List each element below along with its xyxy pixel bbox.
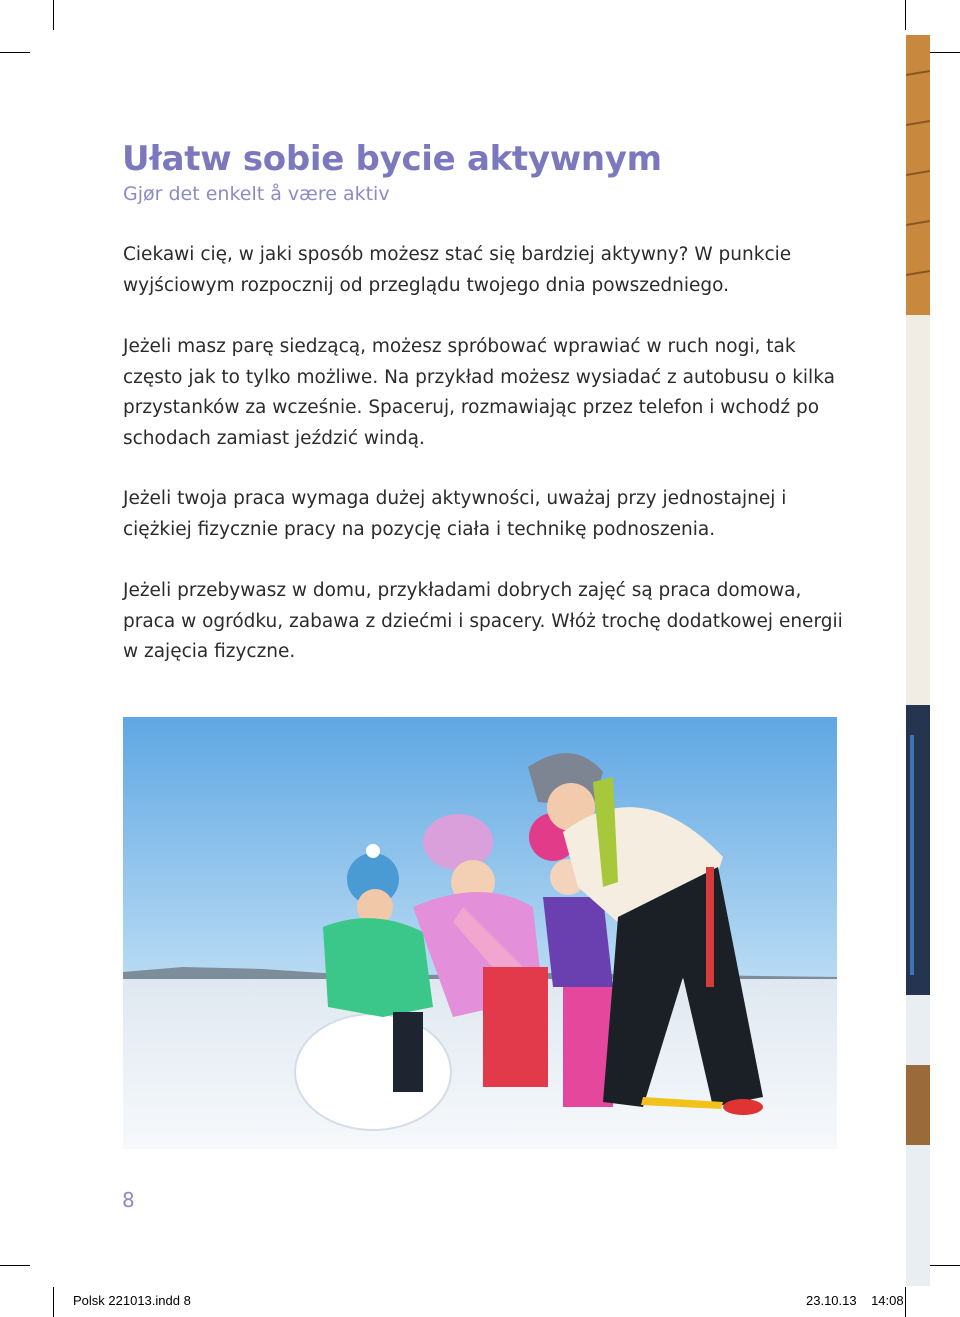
paragraph-sitting: Jeżeli masz parę siedzącą, możesz spróbować wprawiać w ruch nogi, tak często jak to tylko możliwe. Na przykład możesz wysiadać z autobusu o kilka przystanków za wcześnie. Spaceruj, rozmawiając przez telefon i wchodź po schodach zamiast jeździć windą.: [123, 336, 835, 449]
print-slug-time: 14:08: [871, 1293, 904, 1308]
crop-mark-bottom-left-v: [53, 1287, 54, 1317]
page-number: 8: [122, 1188, 135, 1212]
family-snow-photo: [123, 717, 837, 1149]
paragraph-intro: Ciekawi cię, w jaki sposób możesz stać się bardziej aktywny? W punkcie wyjściowym rozpocznij od przeglądu twojego dnia powszedniego.: [123, 244, 792, 296]
crop-mark-top-right-v: [905, 0, 906, 30]
print-slug-file: Polsk 221013.indd 8: [73, 1293, 191, 1308]
print-slug-date: 23.10.13: [806, 1293, 857, 1308]
print-slug-datetime: [806, 1293, 904, 1308]
crop-mark-bottom-right-v: [905, 1287, 906, 1317]
crop-mark-top-right-h: [930, 52, 960, 53]
crop-mark-top-left-h: [0, 52, 30, 53]
paragraph-at-home: Jeżeli przebywasz w domu, przykładami dobrych zajęć są praca domowa, praca w ogródku, zabawa z dziećmi i spacery. Włóż trochę dodatkowej energii w zajęcia fizyczne.: [123, 580, 843, 662]
crop-mark-top-left-v: [53, 0, 54, 30]
crop-mark-bottom-left-h: [0, 1265, 30, 1266]
crop-mark-bottom-right-h: [930, 1265, 960, 1266]
page-subtitle: Gjør det enkelt å være aktiv: [123, 183, 390, 205]
side-bleed-photo: [906, 35, 930, 1286]
page-title: Ułatw sobie bycie aktywnym: [122, 139, 662, 179]
paragraph-active-work: Jeżeli twoja praca wymaga dużej aktywności, uważaj przy jednostajnej i ciężkiej fizycznie pracy na pozycję ciała i technikę podnoszenia.: [123, 488, 787, 540]
